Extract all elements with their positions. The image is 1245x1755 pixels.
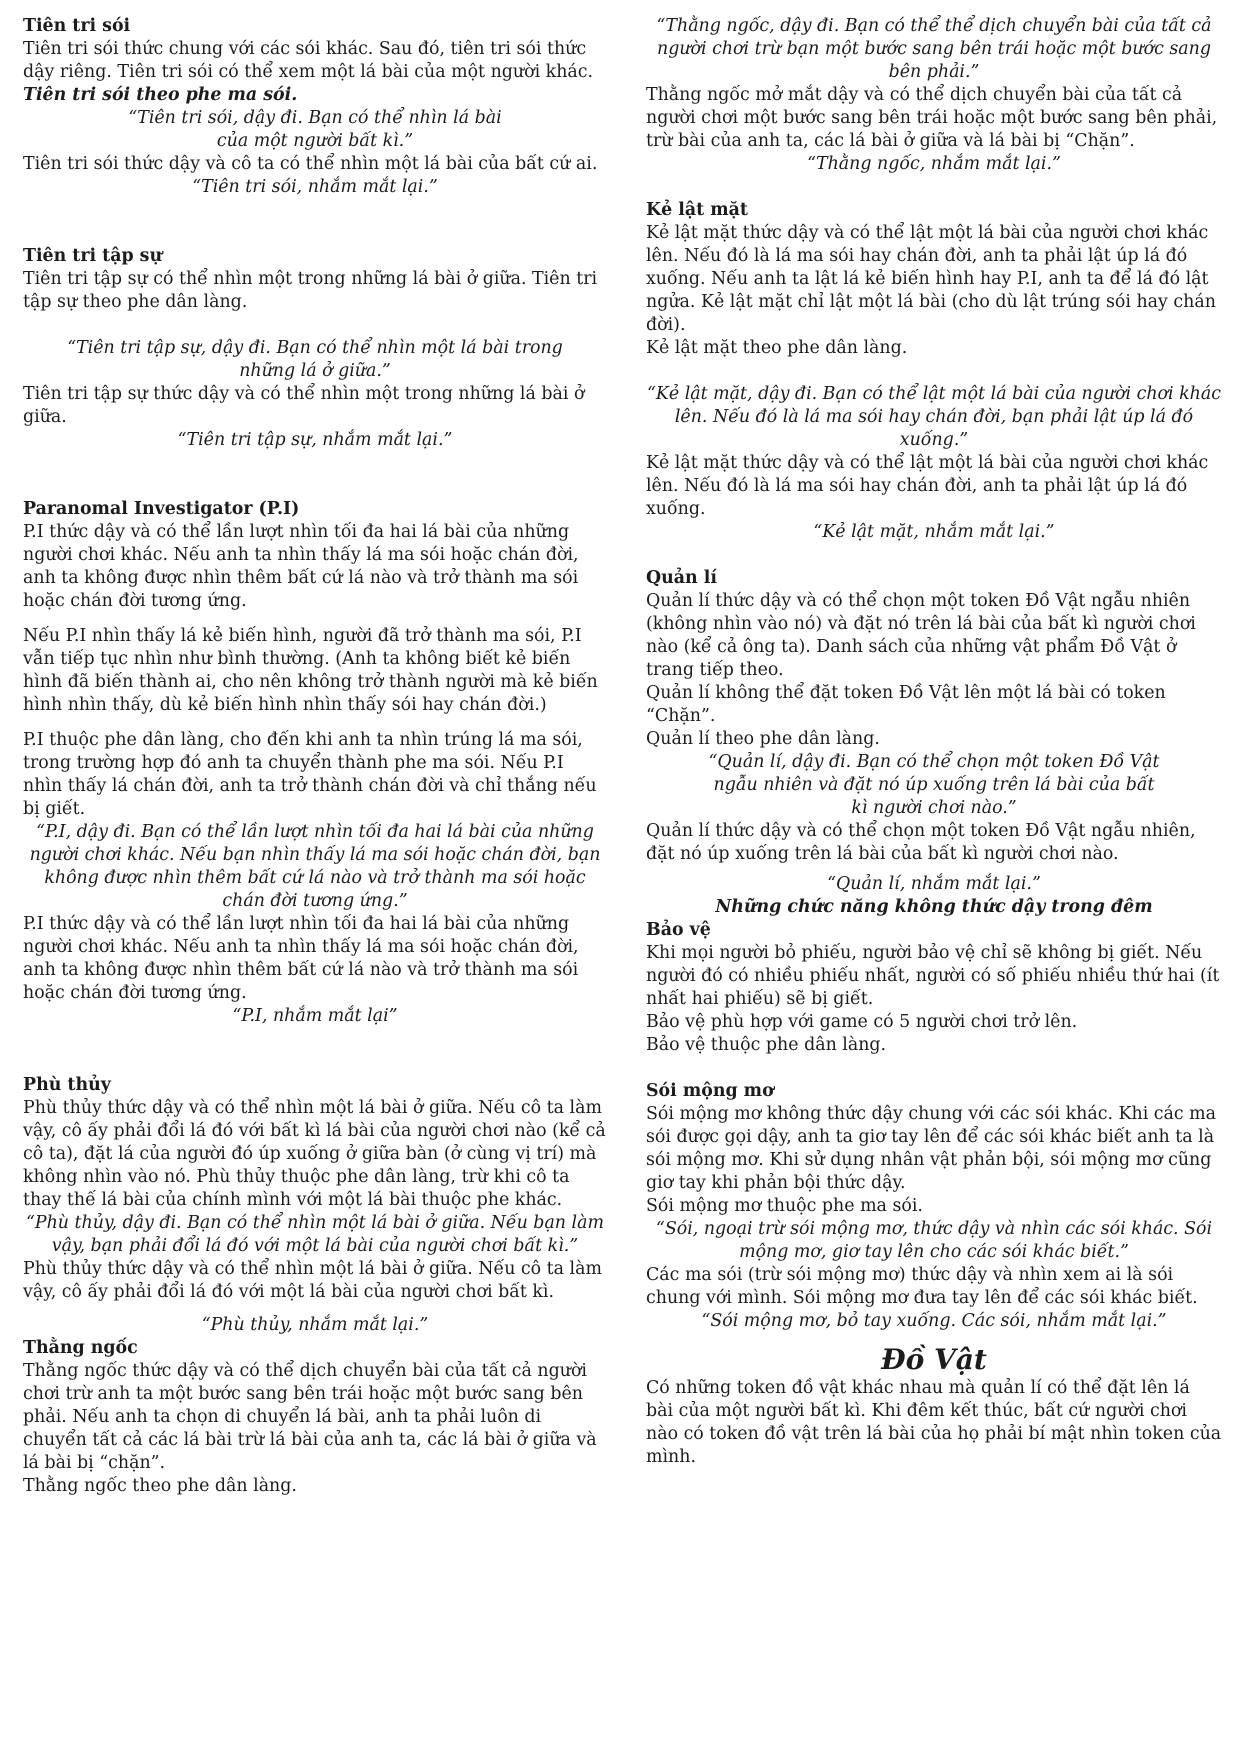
dream-wolf-team: Sói mộng mơ thuộc phe ma sói. — [646, 1196, 923, 1216]
apprentice-seer-heading: Tiên tri tập sự — [23, 246, 163, 266]
revealer-call-wake: “Kẻ lật mặt, dậy đi. Bạn có thể lật một lá bài của người chơi khác lên. Nếu đó là lá ma sói hay chán đời, bạn phải lật úp lá đó xuống.” — [647, 384, 1221, 450]
apprentice-seer-call-wake: “Tiên tri tập sự, dậy đi. Bạn có thể nhìn một lá bài trong những lá ở giữa.” — [67, 338, 563, 381]
apprentice-seer-call-sleep: “Tiên tri tập sự, nhắm mắt lại.” — [177, 430, 453, 450]
fool-call-wake: “Thằng ngốc, dậy đi. Bạn có thể thể dịch chuyển bài của tất cả người chơi trừ bạn một bước sang bên trái hoặc một bước sang bên phải.” — [656, 16, 1212, 82]
pi-call-sleep: “P.I, nhắm mắt lại” — [232, 1006, 398, 1026]
section-title-artifacts: Đồ Vật — [881, 1343, 987, 1376]
pi-text-3: P.I thuộc phe dân làng, cho đến khi anh ta nhìn trúng lá ma sói, trong trường hợp đó anh ta chuyển thành phe ma sói. Nếu P.I nhìn thấy lá chán đời, anh ta trở thành chán đời và chỉ thắng nếu bị giết. — [23, 730, 597, 819]
witch-text-2: Phù thủy thức dậy và có thể nhìn một lá bài ở giữa. Nếu cô ta làm vậy, cô ấy phải đổi lá đó với một lá bài của người chơi bất kì. — [23, 1259, 602, 1302]
pi-text-2: Nếu P.I nhìn thấy lá kẻ biến hình, người đã trở thành ma sói, P.I vẫn tiếp tục nhìn như bình thường. (Anh ta không biết kẻ biến hình đã biến thành ai, cho nên không trở thành người mà kẻ biến hình nhìn thấy, dù kẻ biến hình nhìn thấy sói hay chán đời.) — [23, 626, 598, 715]
revealer-text-2: Kẻ lật mặt thức dậy và có thể lật một lá bài của người chơi khác lên. Nếu đó là lá ma sói hay chán đời, anh ta phải lật úp lá đó xuống. — [646, 453, 1209, 519]
dream-wolf-call-wake: “Sói, ngoại trừ sói mộng mơ, thức dậy và nhìn các sói khác. Sói mộng mơ, giơ tay lên cho các sói khác biết.” — [655, 1219, 1213, 1262]
dream-wolf-text-1: Sói mộng mơ không thức dậy chung với các sói khác. Khi các ma sói được gọi dậy, anh ta giơ tay lên để các sói khác biết anh ta là sói mộng mơ. Khi sử dụng nhân vật phản bội, sói mộng mơ cũng giơ tay khi phản bội thức dậy. — [646, 1104, 1217, 1193]
revealer-heading: Kẻ lật mặt — [646, 200, 748, 220]
seer-wolf-heading: Tiên tri sói — [23, 16, 131, 36]
left-column — [23, 15, 607, 1498]
revealer-team: Kẻ lật mặt theo phe dân làng. — [646, 338, 908, 358]
revealer-text-1: Kẻ lật mặt thức dậy và có thể lật một lá bài của người chơi khác lên. Nếu đó là lá ma sói hay chán đời, anh ta phải lật úp lá đó xuống. Nếu anh ta lật lá kẻ biến hình hay P.I, anh ta để lá đó lật ngửa. Kẻ lật mặt chỉ lật một lá bài (cho dù lật trúng sói hay chán đời). — [646, 223, 1216, 335]
curator-heading: Quản lí — [646, 568, 717, 588]
dream-wolf-heading: Sói mộng mơ — [646, 1081, 774, 1101]
curator-team: Quản lí theo phe dân làng. — [646, 729, 880, 749]
curator-call-wake: “Quản lí, dậy đi. Bạn có thể chọn một token Đồ Vật ngẫu nhiên và đặt nó úp xuống trên lá bài của bất kì người chơi nào.” — [708, 752, 1160, 818]
witch-text-1: Phù thủy thức dậy và có thể nhìn một lá bài ở giữa. Nếu cô ta làm vậy, cô ấy phải đổi lá đó với bất kì lá bài của người chơi nào (kể cả cô ta), đặt lá của người đó úp xuống ở giữa bàn (ở cùng vị trí) mà không nhìn vào nó. Phù thủy thuộc phe dân làng, trừ khi cô ta thay thế lá bài của chính mình với một lá bài thuộc phe khác. — [23, 1098, 606, 1210]
fool-team: Thằng ngốc theo phe dân làng. — [23, 1476, 297, 1496]
section-title-non-waking: Những chức năng không thức dậy trong đêm — [715, 897, 1153, 917]
witch-heading: Phù thủy — [23, 1075, 111, 1095]
fool-text-2: Thằng ngốc mở mắt dậy và có thể dịch chuyển bài của tất cả người chơi một bước sang bên trái hoặc một bước sang bên phải, trừ bài của anh ta, các lá bài ở giữa và lá bài bị “Chặn”. — [646, 85, 1218, 151]
curator-text-1: Quản lí thức dậy và có thể chọn một token Đồ Vật ngẫu nhiên (không nhìn vào nó) và đặt nó trên lá bài của bất kì người chơi nào (kể cả ông ta). Danh sách của những vật phẩm Đồ Vật ở trang tiếp theo. — [646, 591, 1196, 680]
apprentice-seer-text-2: Tiên tri tập sự thức dậy và có thể nhìn một trong những lá bài ở giữa. — [23, 384, 585, 427]
seer-wolf-text: Tiên tri sói thức chung với các sói khác. Sau đó, tiên tri sói thức dậy riêng. Tiên tri sói có thể xem một lá bài của một người khác. — [23, 39, 594, 82]
revealer-call-sleep: “Kẻ lật mặt, nhắm mắt lại.” — [813, 522, 1055, 542]
pi-heading: Paranomal Investigator (P.I) — [23, 499, 300, 519]
dream-wolf-text-2: Các ma sói (trừ sói mộng mơ) thức dậy và nhìn xem ai là sói chung với mình. Sói mộng mơ đưa tay lên để các sói khác biết. — [646, 1265, 1198, 1308]
dream-wolf-call-sleep: “Sói mộng mơ, bỏ tay xuống. Các sói, nhắm mắt lại.” — [701, 1311, 1167, 1331]
pi-text-4: P.I thức dậy và có thể lần lượt nhìn tối đa hai lá bài của những người chơi khác. Nếu anh ta nhìn thấy lá ma sói hoặc chán đời, anh ta không được nhìn thêm bất cứ lá nào và trở thành ma sói hoặc chán đời tương ứng. — [23, 914, 579, 1003]
fool-call-sleep: “Thằng ngốc, nhắm mắt lại.” — [807, 154, 1061, 174]
right-column — [646, 15, 1222, 1469]
bodyguard-text-2: Bảo vệ phù hợp với game có 5 người chơi trở lên. — [646, 1012, 1078, 1032]
curator-call-sleep: “Quản lí, nhắm mắt lại.” — [827, 874, 1041, 894]
pi-text-1: P.I thức dậy và có thể lần lượt nhìn tối đa hai lá bài của những người chơi khác. Nếu anh ta nhìn thấy lá ma sói hoặc chán đời, anh ta không được nhìn thêm bất cứ lá nào và trở thành ma sói hoặc chán đời tương ứng. — [23, 522, 579, 611]
bodyguard-team: Bảo vệ thuộc phe dân làng. — [646, 1035, 887, 1055]
witch-call-wake: “Phù thủy, dậy đi. Bạn có thể nhìn một lá bài ở giữa. Nếu bạn làm vậy, bạn phải đổi lá đó với một lá bài của người chơi bất kì.” — [26, 1213, 604, 1256]
curator-text-3: Quản lí thức dậy và có thể chọn một token Đồ Vật ngẫu nhiên, đặt nó úp xuống trên lá bài của bất kì người chơi nào. — [646, 821, 1196, 864]
seer-wolf-call-sleep: “Tiên tri sói, nhắm mắt lại.” — [192, 177, 438, 197]
seer-wolf-call-wake: “Tiên tri sói, dậy đi. Bạn có thể nhìn lá bài của một người bất kì.” — [128, 108, 502, 151]
curator-text-2: Quản lí không thể đặt token Đồ Vật lên một lá bài có token “Chặn”. — [646, 683, 1166, 726]
seer-wolf-team: Tiên tri sói theo phe ma sói. — [23, 85, 298, 105]
artifacts-text-1: Có những token đồ vật khác nhau mà quản lí có thể đặt lên lá bài của một người bất kì. Khi đêm kết thúc, bất cứ người chơi nào có token đồ vật trên lá bài của họ phải bí mật nhìn token của mình. — [646, 1378, 1222, 1467]
pi-call-wake: “P.I, dậy đi. Bạn có thể lần lượt nhìn tối đa hai lá bài của những người chơi khác. Nếu bạn nhìn thấy lá ma sói hoặc chán đời, bạn không được nhìn thêm bất cứ lá nào và trở thành ma sói hoặc chán đời tương ứng.” — [29, 822, 601, 911]
fool-heading: Thằng ngốc — [23, 1338, 138, 1358]
bodyguard-text-1: Khi mọi người bỏ phiếu, người bảo vệ chỉ sẽ không bị giết. Nếu người đó có nhiều phiếu nhất, người có số phiếu nhiều thứ hai (ít nhất hai phiếu) sẽ bị giết. — [646, 943, 1220, 1009]
fool-text-1: Thằng ngốc thức dậy và có thể dịch chuyển bài của tất cả người chơi trừ anh ta một bước sang bên trái hoặc một bước sang bên phải. Nếu anh ta chọn di chuyển lá bài, anh ta phải luôn di chuyển tất cả các lá bài trừ lá bài của anh ta, các lá bài ở giữa và lá bài bị “chặn”. — [23, 1361, 597, 1473]
seer-wolf-text-2: Tiên tri sói thức dậy và cô ta có thể nhìn một lá bài của bất cứ ai. — [23, 154, 598, 174]
apprentice-seer-text: Tiên tri tập sự có thể nhìn một trong những lá bài ở giữa. Tiên tri tập sự theo phe dân làng. — [23, 269, 598, 312]
witch-call-sleep: “Phù thủy, nhắm mắt lại.” — [201, 1315, 429, 1335]
bodyguard-heading: Bảo vệ — [646, 920, 711, 940]
